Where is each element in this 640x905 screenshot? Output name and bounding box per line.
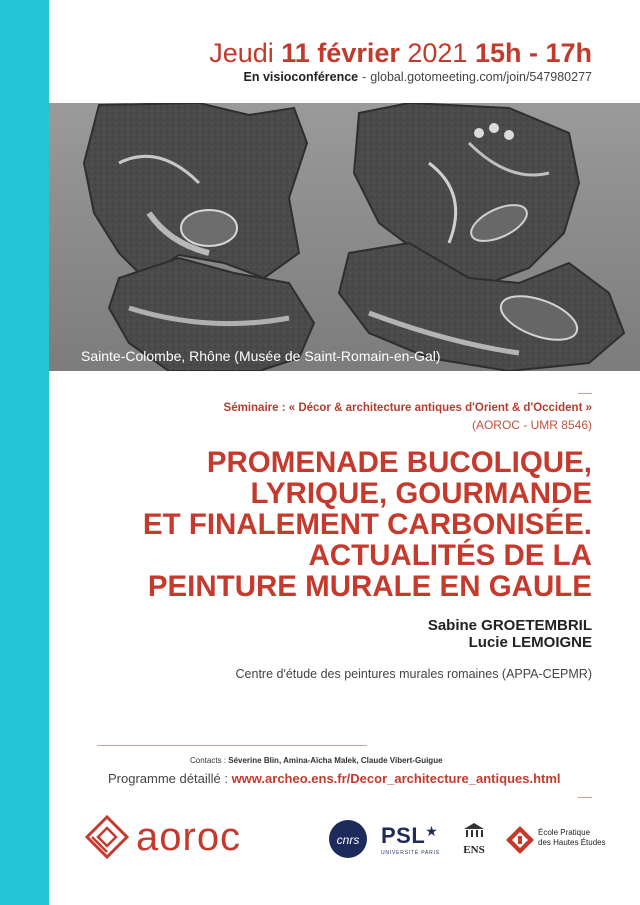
date-year: 2021 xyxy=(399,38,475,68)
contacts-names: Séverine Blin, Amina-Aïcha Malek, Claude Vibert-Guigue xyxy=(228,756,443,765)
ens-logo xyxy=(462,821,486,856)
star-icon: ★ xyxy=(425,823,439,839)
photo-caption: Sainte-Colombe, Rhône (Musée de Saint-Romain-en-Gal) xyxy=(81,348,441,364)
author-name: Lucie LEMOIGNE xyxy=(468,634,592,651)
ens-building-icon xyxy=(462,821,486,839)
cnrs-emblem-icon xyxy=(327,818,369,860)
psl-logo xyxy=(381,823,440,856)
event-date xyxy=(209,38,592,69)
divider-dash-top xyxy=(578,393,592,394)
left-accent-bar xyxy=(0,0,49,905)
ephe-logo xyxy=(505,825,606,860)
date-prefix: Jeudi xyxy=(209,38,282,68)
ens-text: ENS xyxy=(463,844,485,856)
date-day: 11 février xyxy=(281,38,400,68)
title-line: ET FINALEMENT CARBONISÉE. xyxy=(142,508,592,541)
contacts xyxy=(190,756,443,765)
seminar-lab: (AOROC - UMR 8546) xyxy=(471,418,592,432)
programme-link[interactable]: www.archeo.ens.fr/Decor_architecture_antiques.html xyxy=(231,771,561,786)
cnrs-logo xyxy=(327,818,369,865)
aoroc-logo xyxy=(84,814,284,864)
title-line: ACTUALITÉS DE LA xyxy=(308,539,592,572)
visio-link[interactable]: global.gotomeeting.com/join/547980277 xyxy=(370,70,592,84)
visio-info xyxy=(244,70,593,84)
fresco-fragments-image xyxy=(49,103,640,371)
authors xyxy=(428,617,592,651)
aoroc-emblem-icon xyxy=(84,814,130,860)
title-line: PROMENADE BUCOLIQUE, xyxy=(206,446,592,479)
event-time: 15h - 17h xyxy=(474,38,592,68)
ephe-line-1: École Pratique xyxy=(538,828,591,837)
psl-text: PSL xyxy=(381,823,426,848)
programme xyxy=(108,771,561,786)
cnrs-text: cnrs xyxy=(336,833,360,847)
institution: Centre d'étude des peintures murales romaines (APPA-CEPMR) xyxy=(235,667,592,681)
programme-label: Programme détaillé : xyxy=(108,771,232,786)
title-line: LYRIQUE, GOURMANDE xyxy=(250,477,592,510)
fresco-photo xyxy=(49,103,640,371)
psl-subtitle: UNIVERSITÉ PARIS xyxy=(381,850,440,856)
author-name: Sabine GROETEMBRIL xyxy=(427,617,592,634)
ephe-emblem-icon xyxy=(505,825,535,855)
talk-title xyxy=(143,447,592,602)
ephe-line-2: des Hautes Études xyxy=(538,838,606,847)
divider-dash-bottom xyxy=(578,797,592,798)
visio-separator: - xyxy=(362,70,367,84)
divider-footer-left xyxy=(97,745,367,746)
title-line: PEINTURE MURALE EN GAULE xyxy=(147,570,592,603)
contacts-label: Contacts : xyxy=(190,756,229,765)
visio-label: En visioconférence xyxy=(243,70,359,84)
seminar-name: Séminaire : « Décor & architecture antiques d'Orient & d'Occident » xyxy=(223,402,592,414)
aoroc-wordmark: aoroc xyxy=(136,815,242,859)
